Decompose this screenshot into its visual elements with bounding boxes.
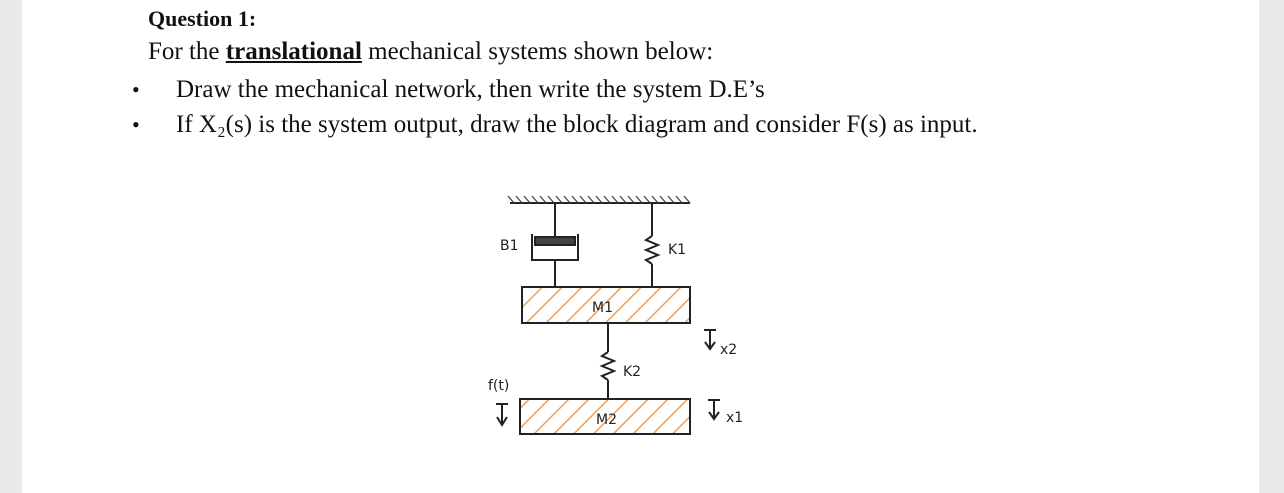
bullet-icon: • — [132, 112, 140, 137]
intro-keyword: translational — [225, 38, 362, 65]
damper-label: B1 — [500, 238, 519, 254]
damper-b1 — [532, 203, 578, 287]
intro-text-before: For the — [148, 38, 226, 65]
intro-text-after: mechanical systems shown below: — [361, 38, 714, 65]
task-item — [132, 72, 978, 107]
spring-k1 — [646, 203, 658, 287]
question-title: Question 1: — [148, 6, 257, 31]
bullet-icon: • — [132, 77, 140, 102]
spring-k1-label: K1 — [668, 242, 687, 258]
task-text: Draw the mechanical network, then write the system D.E’s — [176, 76, 765, 103]
task-list — [132, 72, 978, 142]
mass-m1-label: M1 — [592, 300, 613, 316]
mechanical-system-diagram — [480, 190, 810, 450]
ground-support — [508, 196, 690, 203]
displacement-x1-label: x1 — [726, 410, 744, 426]
task-item — [132, 107, 978, 142]
displacement-x2-arrow — [704, 330, 716, 349]
displacement-x2-label: x2 — [720, 342, 738, 358]
force-arrow — [496, 404, 508, 425]
force-label: f(t) — [488, 378, 510, 394]
spring-k2 — [602, 323, 614, 399]
mass-m2-label: M2 — [596, 412, 617, 428]
displacement-x1-arrow — [708, 400, 720, 419]
question-intro — [148, 38, 713, 66]
task-text: If X₂(s) is the system output, draw the block diagram and consider F(s) as input. — [176, 111, 978, 138]
spring-k2-label: K2 — [623, 364, 642, 380]
